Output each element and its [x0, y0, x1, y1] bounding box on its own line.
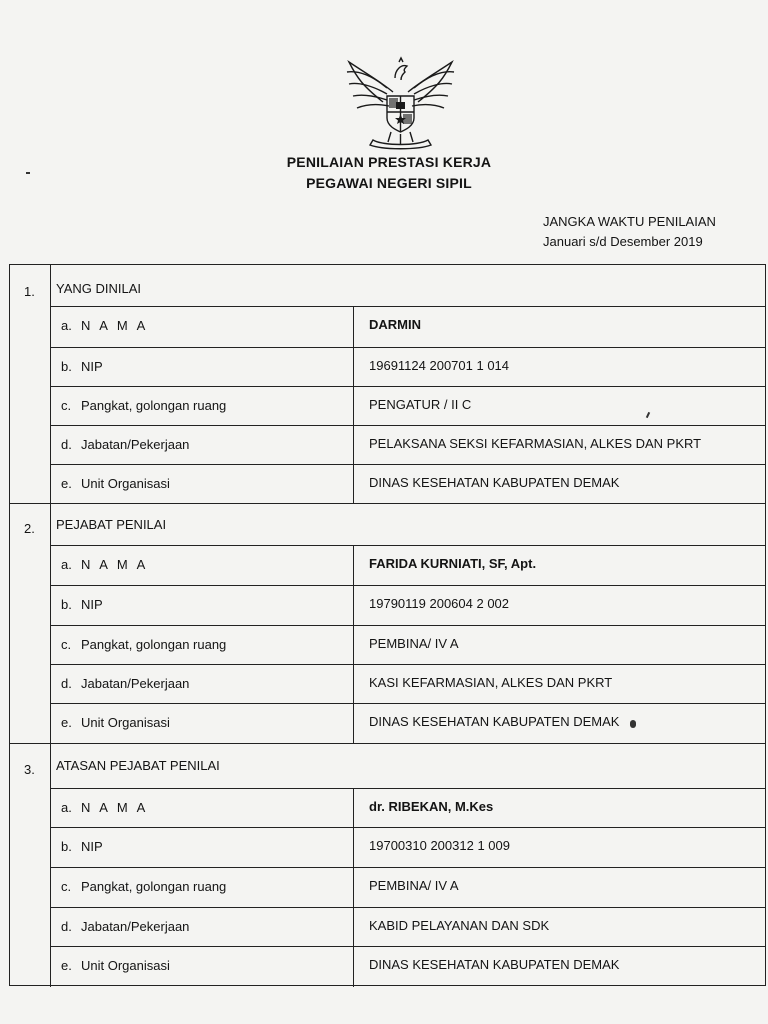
- row-label: NIP: [81, 597, 103, 612]
- row-label: Unit Organisasi: [81, 958, 170, 973]
- row-letter: e.: [61, 958, 72, 973]
- row-nama: [51, 306, 765, 345]
- section-number: 1.: [24, 284, 35, 299]
- title-line-2: PEGAWAI NEGERI SIPIL: [306, 175, 472, 191]
- row-letter: b.: [61, 597, 72, 612]
- row-label: N A M A: [81, 557, 149, 572]
- row-letter: a.: [61, 557, 72, 572]
- row-letter: d.: [61, 437, 72, 452]
- row-letter: c.: [61, 879, 72, 894]
- row-letter: c.: [61, 637, 72, 652]
- row-label: NIP: [81, 359, 103, 374]
- row-label: N A M A: [81, 800, 149, 815]
- section-pejabat-penilai: [10, 503, 765, 743]
- row-label: Jabatan/Pekerjaan: [81, 676, 190, 691]
- period-label: JANGKA WAKTU PENILAIAN: [543, 214, 716, 229]
- row-value: FARIDA KURNIATI, SF, Apt.: [369, 556, 537, 571]
- row-value: PENGATUR / II C: [369, 397, 472, 412]
- row-value: KABID PELAYANAN DAN SDK: [369, 918, 550, 933]
- row-value: DARMIN: [369, 317, 421, 332]
- row-nama: [51, 545, 765, 584]
- row-letter: e.: [61, 715, 72, 730]
- section-yang-dinilai: [10, 265, 765, 503]
- scan-speck: [26, 172, 30, 174]
- row-label: Pangkat, golongan ruang: [81, 879, 227, 894]
- row-value: KASI KEFARMASIAN, ALKES DAN PKRT: [369, 675, 613, 690]
- row-value: DINAS KESEHATAN KABUPATEN DEMAK: [369, 475, 620, 490]
- row-pangkat: [51, 625, 765, 664]
- section-title: YANG DINILAI: [56, 281, 142, 296]
- row-nip: [51, 827, 765, 866]
- row-letter: d.: [61, 676, 72, 691]
- row-label: Jabatan/Pekerjaan: [81, 437, 190, 452]
- row-value: 19691124 200701 1 014: [369, 358, 510, 373]
- row-nip: [51, 347, 765, 386]
- row-jabatan: [51, 425, 765, 464]
- garuda-emblem-icon: [343, 52, 458, 150]
- row-label: Pangkat, golongan ruang: [81, 637, 227, 652]
- page-title: [0, 152, 768, 194]
- row-letter: a.: [61, 800, 72, 815]
- row-letter: e.: [61, 476, 72, 491]
- row-nip: [51, 585, 765, 624]
- row-value: PEMBINA/ IV A: [369, 636, 459, 651]
- row-pangkat: [51, 386, 765, 425]
- row-jabatan: [51, 664, 765, 703]
- row-letter: d.: [61, 919, 72, 934]
- row-letter: b.: [61, 359, 72, 374]
- section-number: 3.: [24, 762, 35, 777]
- row-unit: [51, 946, 765, 985]
- row-label: N A M A: [81, 318, 149, 333]
- section-number: 2.: [24, 521, 35, 536]
- section-title: PEJABAT PENILAI: [56, 517, 167, 532]
- row-letter: b.: [61, 839, 72, 854]
- row-value: 19790119 200604 2 002: [369, 596, 510, 611]
- row-value: DINAS KESEHATAN KABUPATEN DEMAK: [369, 957, 620, 972]
- row-nama: [51, 788, 765, 827]
- title-line-1: PENILAIAN PRESTASI KERJA: [286, 154, 492, 170]
- row-unit: [51, 703, 765, 742]
- row-label: Jabatan/Pekerjaan: [81, 919, 190, 934]
- row-unit: [51, 464, 765, 503]
- row-value: DINAS KESEHATAN KABUPATEN DEMAK: [369, 714, 620, 729]
- row-letter: a.: [61, 318, 72, 333]
- row-jabatan: [51, 907, 765, 946]
- section-atasan-pejabat-penilai: [10, 743, 765, 987]
- assessment-form-table: [9, 264, 766, 986]
- row-label: Pangkat, golongan ruang: [81, 398, 227, 413]
- assessment-period: [543, 212, 716, 252]
- row-label: NIP: [81, 839, 103, 854]
- row-pangkat: [51, 867, 765, 906]
- row-value: PEMBINA/ IV A: [369, 878, 459, 893]
- row-letter: c.: [61, 398, 72, 413]
- section-title: ATASAN PEJABAT PENILAI: [56, 758, 220, 773]
- period-value: Januari s/d Desember 2019: [543, 234, 703, 249]
- row-value: PELAKSANA SEKSI KEFARMASIAN, ALKES DAN PKRT: [369, 436, 702, 451]
- row-label: Unit Organisasi: [81, 715, 170, 730]
- row-label: Unit Organisasi: [81, 476, 170, 491]
- row-value: 19700310 200312 1 009: [369, 838, 510, 853]
- row-value: dr. RIBEKAN, M.Kes: [369, 799, 494, 814]
